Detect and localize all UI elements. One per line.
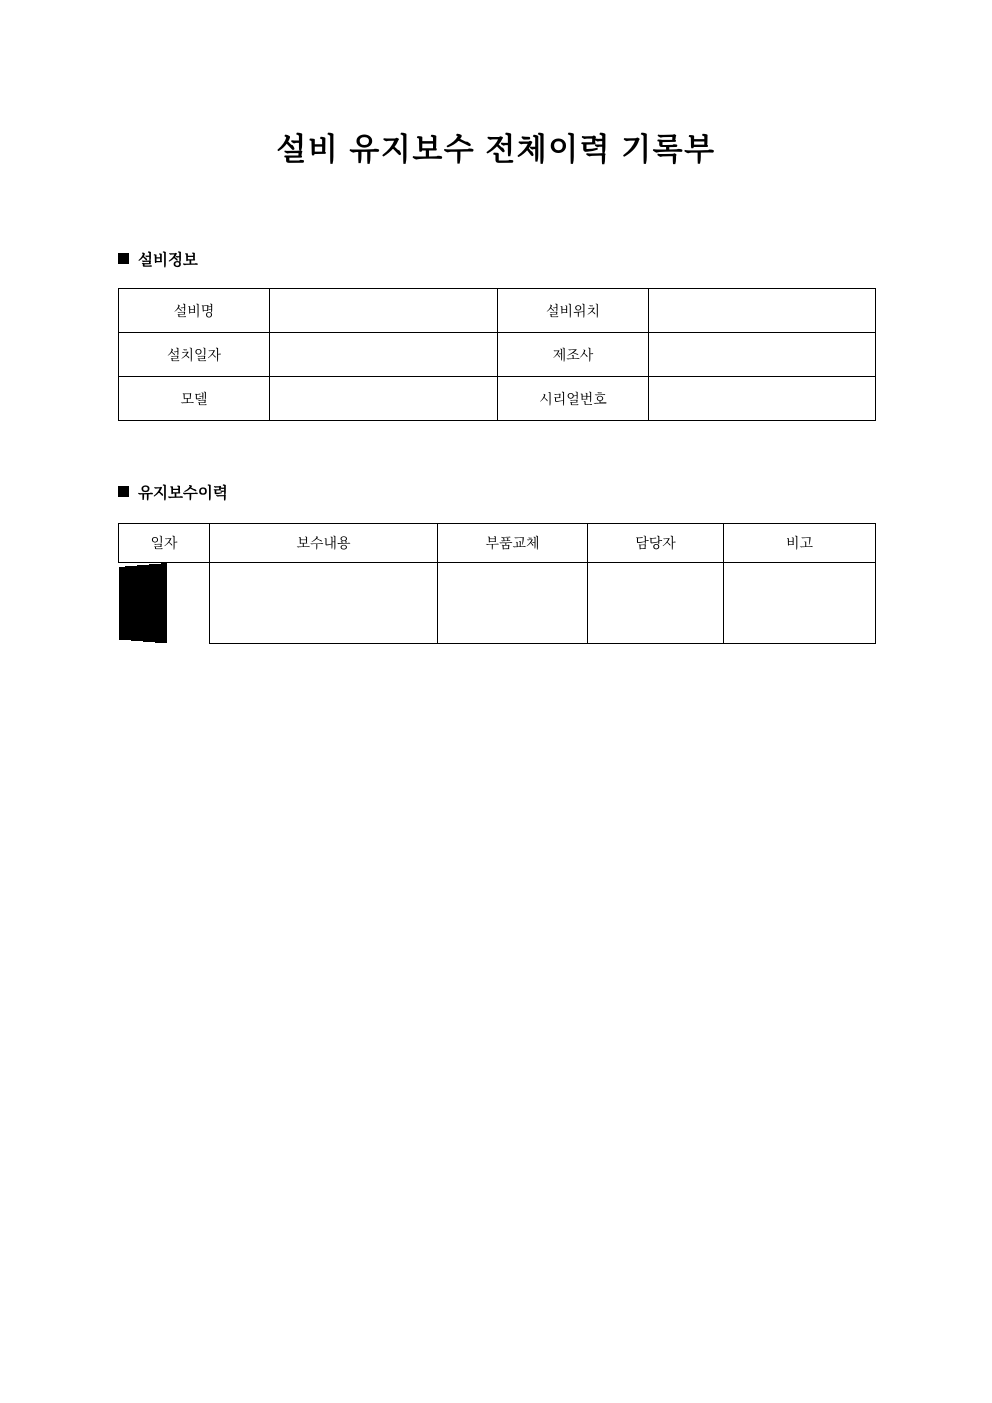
table-row (119, 563, 876, 644)
equipment-info-table (118, 288, 876, 421)
table-row (119, 567, 131, 640)
cell-remarks[interactable] (135, 566, 136, 640)
cell-remarks[interactable] (141, 566, 142, 641)
field-value-manufacturer[interactable] (649, 333, 876, 377)
filled-square-bullet-icon (118, 486, 129, 497)
cell-parts-replacement[interactable] (588, 563, 724, 644)
table-row (119, 333, 876, 377)
table-header-row (119, 524, 876, 563)
cell-person-in-charge[interactable] (724, 563, 876, 644)
filled-square-bullet-icon (118, 253, 129, 264)
table-row (119, 566, 137, 640)
page-title: 설비 유지보수 전체이력 기록부 (276, 132, 716, 167)
column-header-work-details: 보수내용 (210, 524, 438, 563)
field-label-equipment-location: 설비위치 (498, 289, 649, 333)
cell-remarks[interactable] (147, 565, 148, 641)
column-header-parts-replacement: 부품교체 (438, 524, 588, 563)
section-heading-equipment-info-label: 설비정보 (138, 252, 198, 269)
table-row (119, 565, 155, 642)
table-row (119, 565, 149, 641)
table-row (119, 566, 143, 641)
field-label-model: 모델 (119, 377, 270, 421)
cell-remarks[interactable] (165, 564, 166, 643)
field-value-model[interactable] (270, 377, 498, 421)
table-row (119, 289, 876, 333)
table-row (119, 377, 876, 421)
cell-remarks[interactable] (123, 567, 124, 639)
field-value-install-date[interactable] (270, 333, 498, 377)
column-header-person-in-charge: 담당자 (588, 524, 724, 563)
section-heading-maintenance-history (118, 484, 228, 504)
cell-work-details[interactable] (438, 563, 588, 644)
field-label-install-date: 설치일자 (119, 333, 270, 377)
table-row (119, 564, 161, 642)
maintenance-history-table (118, 523, 876, 644)
field-label-equipment-name: 설비명 (119, 289, 270, 333)
cell-date[interactable] (210, 563, 438, 644)
section-heading-maintenance-history-label: 유지보수이력 (138, 485, 228, 502)
field-value-equipment-name[interactable] (270, 289, 498, 333)
section-heading-equipment-info (118, 251, 198, 271)
cell-remarks[interactable] (153, 565, 154, 642)
table-row (119, 567, 124, 639)
cell-remarks[interactable] (159, 564, 160, 642)
field-label-manufacturer: 제조사 (498, 333, 649, 377)
table-row (119, 564, 167, 643)
column-header-date: 일자 (119, 524, 210, 563)
cell-remarks[interactable] (129, 567, 130, 640)
column-header-remarks: 비고 (724, 524, 876, 563)
field-value-serial-number[interactable] (649, 377, 876, 421)
field-label-serial-number: 시리얼번호 (498, 377, 649, 421)
field-value-equipment-location[interactable] (649, 289, 876, 333)
